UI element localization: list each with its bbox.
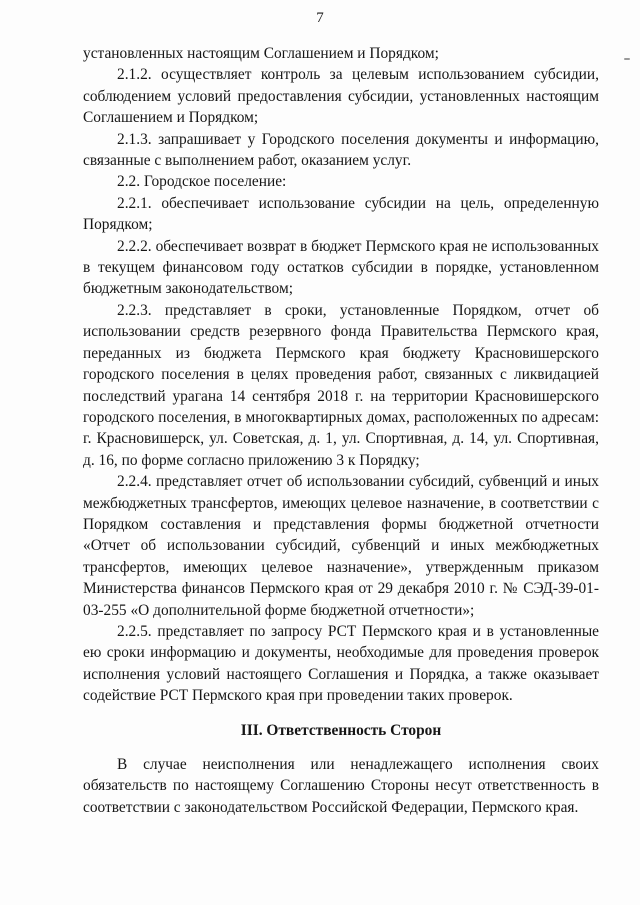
paragraph-continuation: установленных настоящим Соглашением и Порядком;: [83, 45, 439, 62]
paragraph-2-2-4: 2.2.4. представляет отчет об использовании субсидий, субвенций и иных межбюджетных трансфертов, имеющих целевое назначение, в соответствии с Порядком составления и представления формы бюджетной отчетности «Отчет об использовании субсидий, субвенций и иных межбюджетных трансфертов, имеющих целевое назначение», утвержденным приказом Министерства финансов Пермского края от 29 декабря 2010 г. № СЭД-39-01-03-255 «О дополнительной форме бюджетной отчетности»;: [83, 473, 599, 619]
paragraph-2-2-3: 2.2.3. представляет в сроки, установленные Порядком, отчет об использовании средств резервного фонда Правительства Пермского края, переданных из бюджета Пермского края бюджету Красновишерского городского поселения в целях проведения работ, связанных с ликвидацией последствий урагана 14 сентября 2018 г. на территории Красновишерского городского поселения, в многоквартирных домах, расположенных по адресам: г. Красновишерск, ул. Советская, д. 1, ул. Спортивная, д. 14, ул. Спортивная, д. 16, по форме согласно приложению 3 к Порядку;: [83, 301, 599, 469]
scan-mark: [624, 58, 630, 60]
page-number: 7: [316, 10, 324, 26]
document-body: [83, 43, 599, 818]
paragraph-2-2-2: 2.2.2. обеспечивает возврат в бюджет Пермского края не использованных в текущем финансовом году остатков субсидии в порядке, установленном бюджетным законодательством;: [83, 237, 599, 298]
paragraph-2-2: 2.2. Городское поселение:: [117, 173, 287, 191]
paragraph-2-2-1: 2.2.1. обеспечивает использование субсидии на цель, определенную Порядком;: [83, 194, 599, 234]
paragraph-2-1-3: 2.1.3. запрашивает у Городского поселения документы и информацию, связанные с выполнением работ, оказанием услуг.: [83, 130, 599, 170]
section-title: III. Ответственность Сторон: [240, 721, 442, 739]
paragraph-2-1-2: 2.1.2. осуществляет контроль за целевым использованием субсидии, соблюдением условий предоставления субсидии, установленных настоящим Соглашением и Порядком;: [83, 66, 599, 127]
paragraph-2-2-5: 2.2.5. представляет по запросу РСТ Пермского края и в установленные ею сроки информацию и документы, необходимые для проведения проверок исполнения условий настоящего Соглашения и Порядка, а также оказывает содействие РСТ Пермского края при проведении таких проверок.: [83, 622, 599, 705]
section-paragraph: В случае неисполнения или ненадлежащего исполнения своих обязательств по настоящему Соглашению Стороны несут ответственность в соответствии с законодательством Российской Федерации, Пермского края.: [83, 756, 599, 816]
